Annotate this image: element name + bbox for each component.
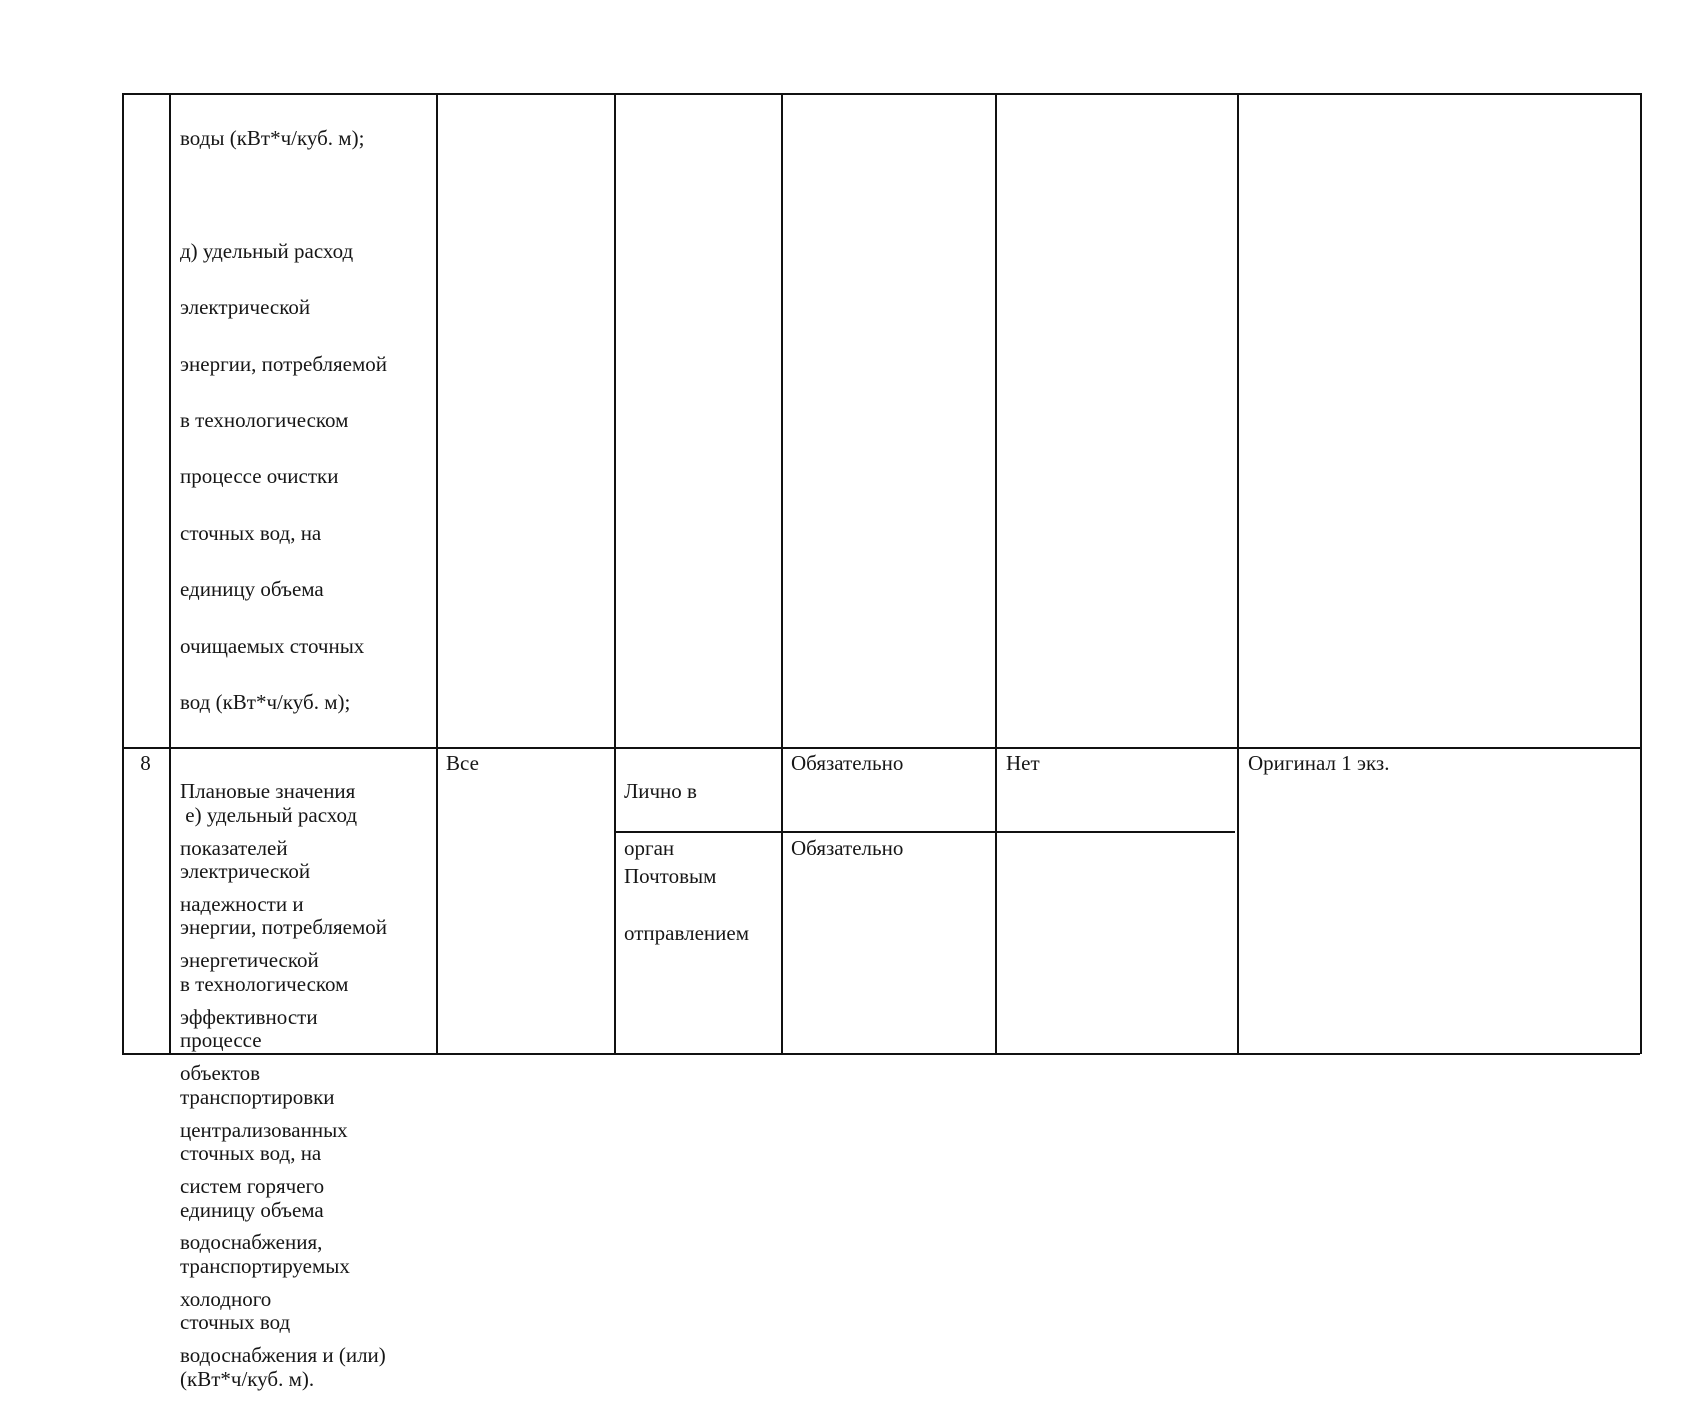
item-e-line: е) удельный расход: [180, 802, 358, 827]
description-line: воды (кВт*ч/куб. м);: [180, 126, 365, 151]
method-line: Лично в: [624, 779, 697, 804]
row-number: 8: [140, 751, 151, 775]
item-d-line: единицу объема: [180, 577, 324, 602]
col-border-7: [1640, 93, 1642, 1054]
method-line: Почтовым: [624, 864, 717, 889]
item-d-line: сточных вод, на: [180, 520, 322, 545]
col-border-3: [614, 93, 616, 1054]
item-d-line: в технологическом: [180, 408, 349, 433]
table-top-border: [122, 93, 1640, 95]
submission-method-post: [624, 834, 779, 975]
col-border-1: [169, 93, 171, 1054]
document-name-line: систем горячего: [180, 1174, 325, 1199]
item-e-line: (кВт*ч/куб. м).: [180, 1366, 315, 1391]
item-e-line: сточных вод, на: [180, 1141, 322, 1166]
col-border-0: [122, 93, 124, 1054]
item-e-line: в технологическом: [180, 971, 349, 996]
item-d-line: д) удельный расход: [180, 238, 354, 263]
document-name: [180, 749, 432, 1398]
document-name-line: централизованных: [180, 1117, 348, 1142]
item-e-line: процессе: [180, 1028, 262, 1053]
document-name-line: Плановые значения: [180, 779, 356, 804]
requirement-post: Обязательно: [791, 836, 904, 860]
document-name-line: водоснабжения,: [180, 1230, 323, 1255]
document-name-line: энергетической: [180, 948, 319, 973]
item-e-line: сточных вод: [180, 1310, 291, 1335]
item-e-line: энергии, потребляемой: [180, 915, 388, 940]
col-border-4: [781, 93, 783, 1054]
method-line: орган: [624, 835, 675, 860]
item-e-line: единицу объема: [180, 1197, 324, 1222]
col-border-6: [1237, 93, 1239, 1054]
document-name-line: показателей: [180, 835, 288, 860]
item-d-line: процессе очистки: [180, 464, 339, 489]
applicants-cell: Все: [446, 751, 479, 775]
item-d-line: очищаемых сточных: [180, 633, 365, 658]
requirement-in-person: Обязательно: [791, 751, 904, 775]
item-d-line: электрической: [180, 295, 311, 320]
method-line: отправлением: [624, 920, 749, 945]
document-name-line: водоснабжения и (или): [180, 1343, 386, 1368]
item-d-line: энергии, потребляемой: [180, 351, 388, 376]
item-e-line: транспортируемых: [180, 1253, 350, 1278]
document-form-cell: Оригинал 1 экз.: [1248, 751, 1390, 775]
document-name-line: надежности и: [180, 892, 304, 917]
document-name-line: эффективности: [180, 1004, 318, 1029]
document-name-line: объектов: [180, 1061, 261, 1086]
item-e-line: транспортировки: [180, 1084, 335, 1109]
col-border-2: [436, 93, 438, 1054]
item-d-line: вод (кВт*ч/куб. м);: [180, 690, 351, 715]
item-e-line: электрической: [180, 859, 311, 884]
return-in-person: Нет: [1006, 751, 1040, 775]
document-name-line: холодного: [180, 1286, 272, 1311]
col-border-5: [995, 93, 997, 1054]
